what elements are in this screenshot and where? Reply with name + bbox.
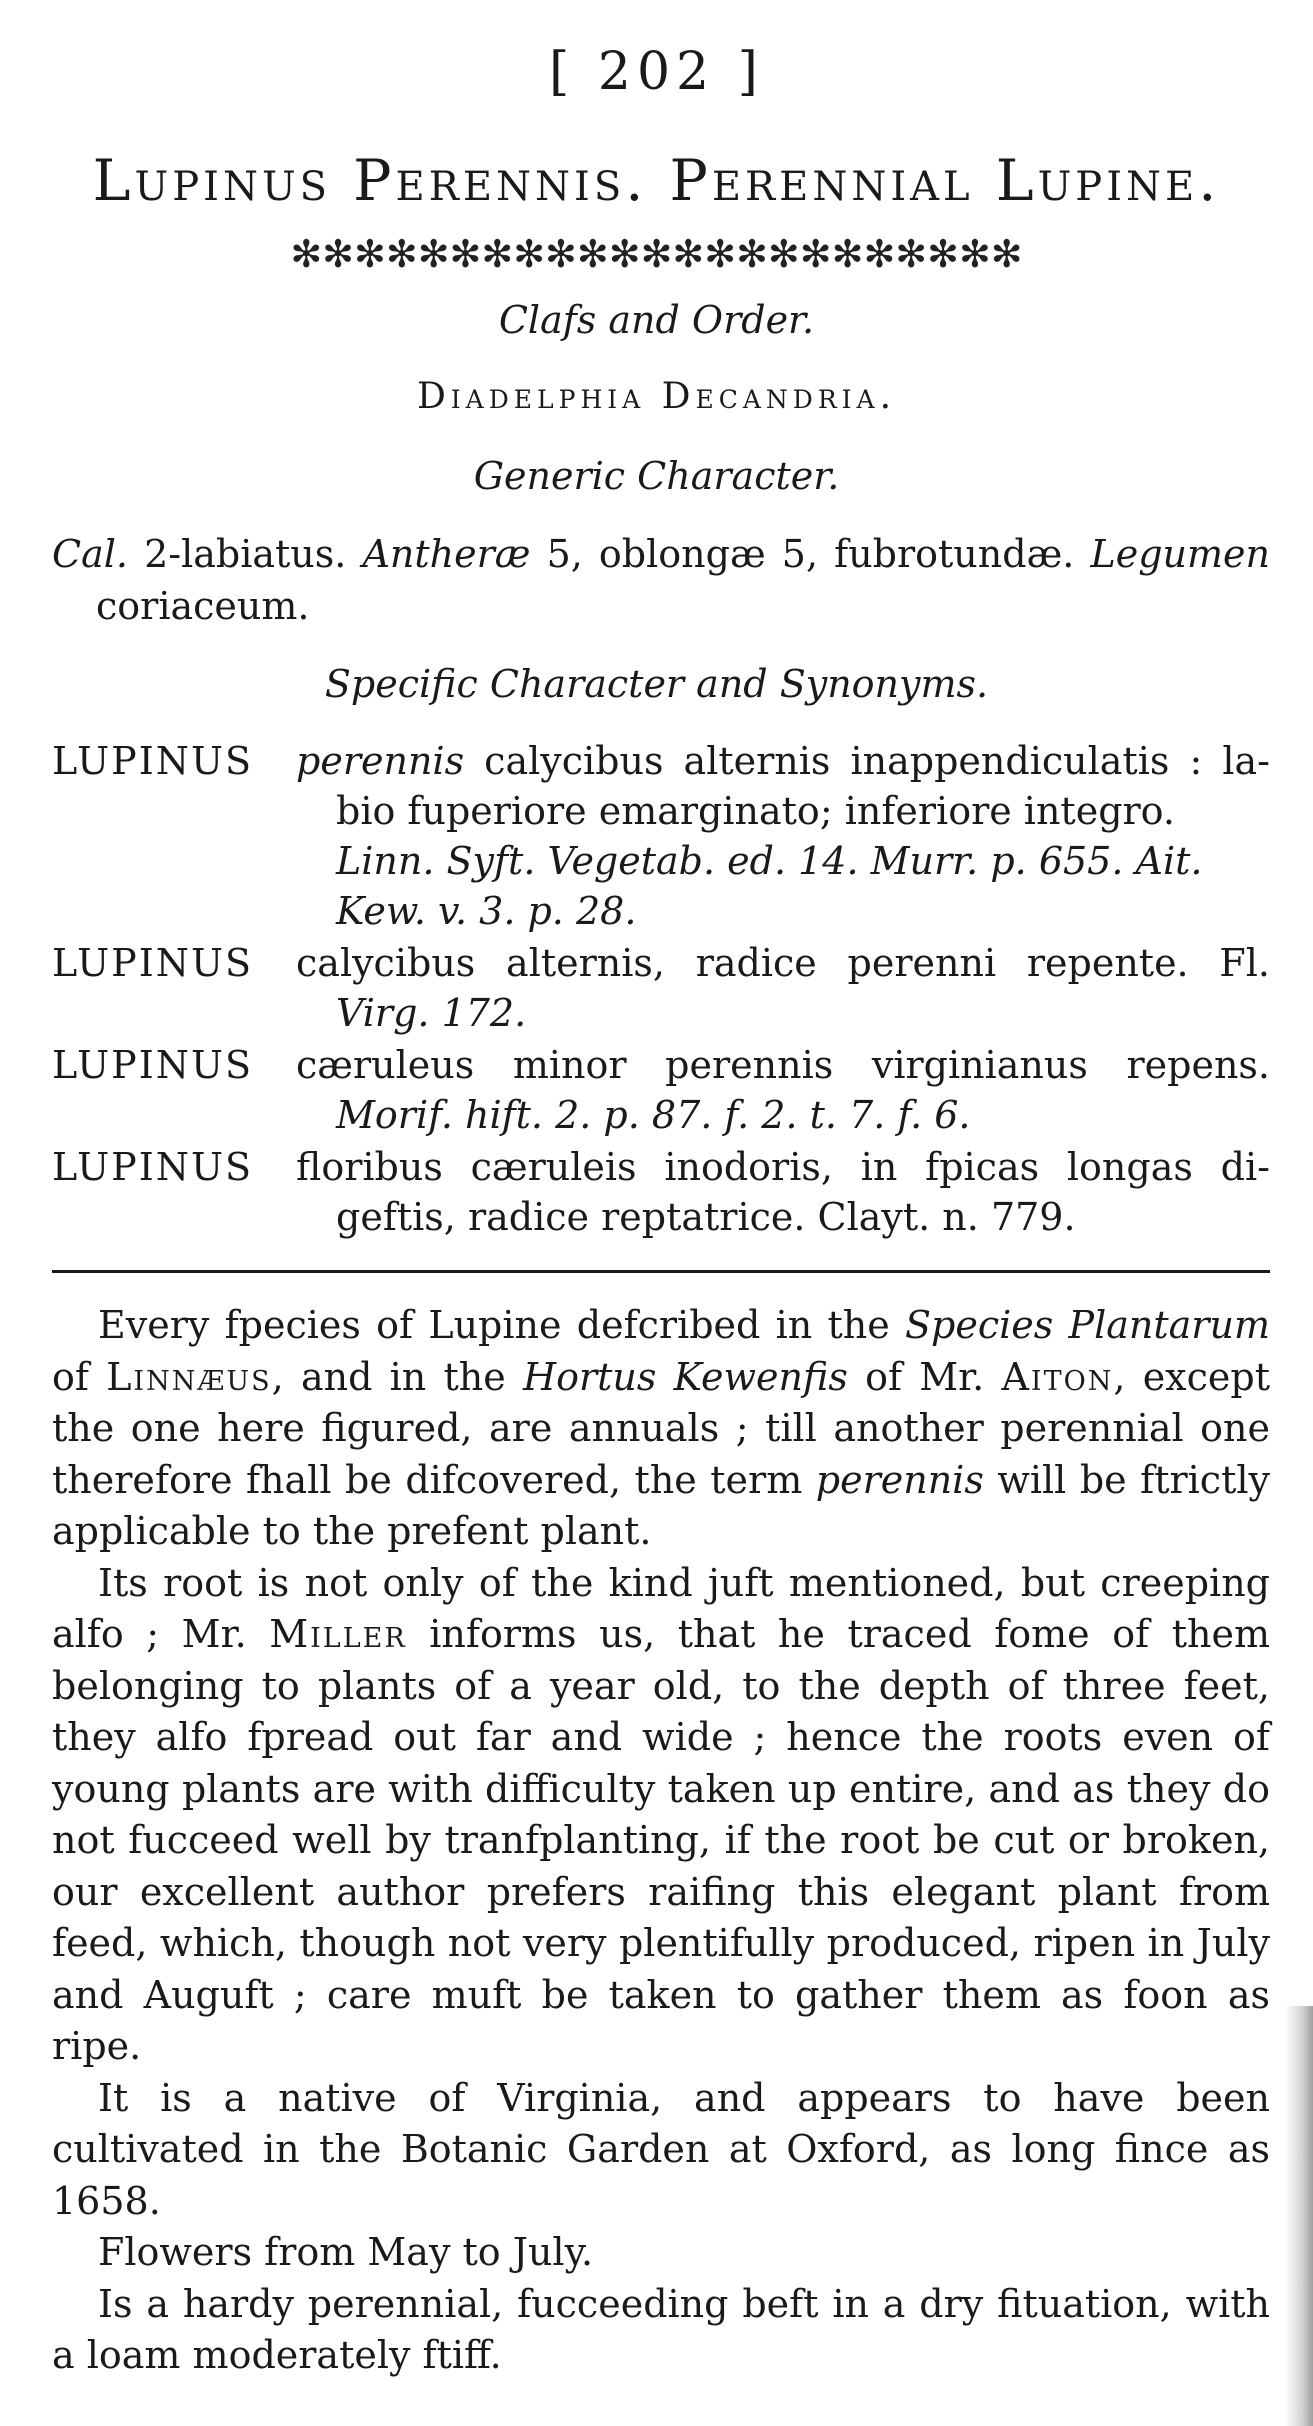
- body-text: [52, 1300, 1270, 2382]
- synonym-description: perennis calycibus alternis inappendiculatis : la- bio fuperiore emarginato; inferiore integro. Linn. Syft. Vegetab. ed. 14. Murr. p. 655. Ait. Kew. v. 3. p. 28.: [296, 739, 1270, 933]
- specific-heading: Specific Character and Synonyms.: [324, 662, 989, 706]
- synonym-description: cæruleus minor perennis virginianus repens. Morif. hift. 2. p. 87. f. 2. t. 7. f. 6.: [296, 1043, 1270, 1137]
- paragraph-4: Flowers from May to July.: [98, 2230, 594, 2274]
- paragraph-2: Its root is not only of the kind juft mentioned, but creeping alfo ; Mr. Miller informs us, that he traced fome of them belonging to plants of a year old, to the depth of three feet, they alfo fpread out far and wide ; hence the roots even of young plants are with difficulty taken up entire, and as they do not fucceed well by tranfplanting, if the root be cut or broken, our excellent author prefers raifing this elegant plant from feed, which, though not very plentifully produced, ripen in July and Auguft ; care muft be taken to gather them as foon as ripe.: [52, 1560, 1270, 2068]
- page-edge-shadow: [1285, 2006, 1313, 2426]
- generic-legumen: Legumen: [1090, 532, 1270, 576]
- generic-text-1: 2-labiatus.: [127, 532, 363, 576]
- synonym-description: calycibus alternis, radice perenni repente. Fl. Virg. 172.: [296, 941, 1270, 1035]
- paragraph-3: It is a native of Virginia, and appears to have been cultivated in the Botanic Garden at Oxford, as long fince as 1658.: [52, 2075, 1270, 2223]
- page-title: Lupinus Perennis. Perennial Lupine.: [92, 148, 1221, 214]
- generic-text-2: 5, oblongæ 5, fubrotundæ.: [530, 532, 1091, 576]
- class-name: Diadelphia Decandria.: [416, 376, 897, 417]
- page-number: [ 202 ]: [549, 42, 764, 102]
- paragraph-1: Every fpecies of Lupine defcribed in the Species Plantarum of Linnæus, and in the Hortus Kewenfis of Mr. Aiton, except the one here figured, are annuals ; till another perennial one therefore fhall be difcovered, the term perennis will be ftrictly applicable to the prefent plant.: [52, 1303, 1270, 1553]
- generic-antherae: Antheræ: [362, 532, 531, 576]
- generic-character-line1: [52, 528, 1270, 580]
- synonym-genus: LUPINUS: [52, 1043, 254, 1087]
- synonym-genus: LUPINUS: [52, 1145, 254, 1189]
- section-rule: [52, 1270, 1270, 1273]
- ornament-divider: ✻✻✻✻✻✻✻✻✻✻✻✻✻✻✻✻✻✻✻✻✻✻✻: [290, 232, 1023, 276]
- class-order-heading: Clafs and Order.: [498, 298, 815, 342]
- synonym-description: floribus cæruleis inodoris, in fpicas longas di- geftis, radice reptatrice. Clayt. n. 779.: [296, 1145, 1270, 1239]
- generic-character-line2: coriaceum.: [96, 584, 310, 628]
- paragraph-5: Is a hardy perennial, fucceeding beft in a dry fituation, with a loam moderately ftiff.: [52, 2281, 1270, 2377]
- generic-cal: Cal.: [52, 532, 128, 576]
- generic-heading: Generic Character.: [473, 454, 840, 498]
- synonym-genus: LUPINUS: [52, 941, 254, 985]
- synonym-genus: LUPINUS: [52, 739, 254, 783]
